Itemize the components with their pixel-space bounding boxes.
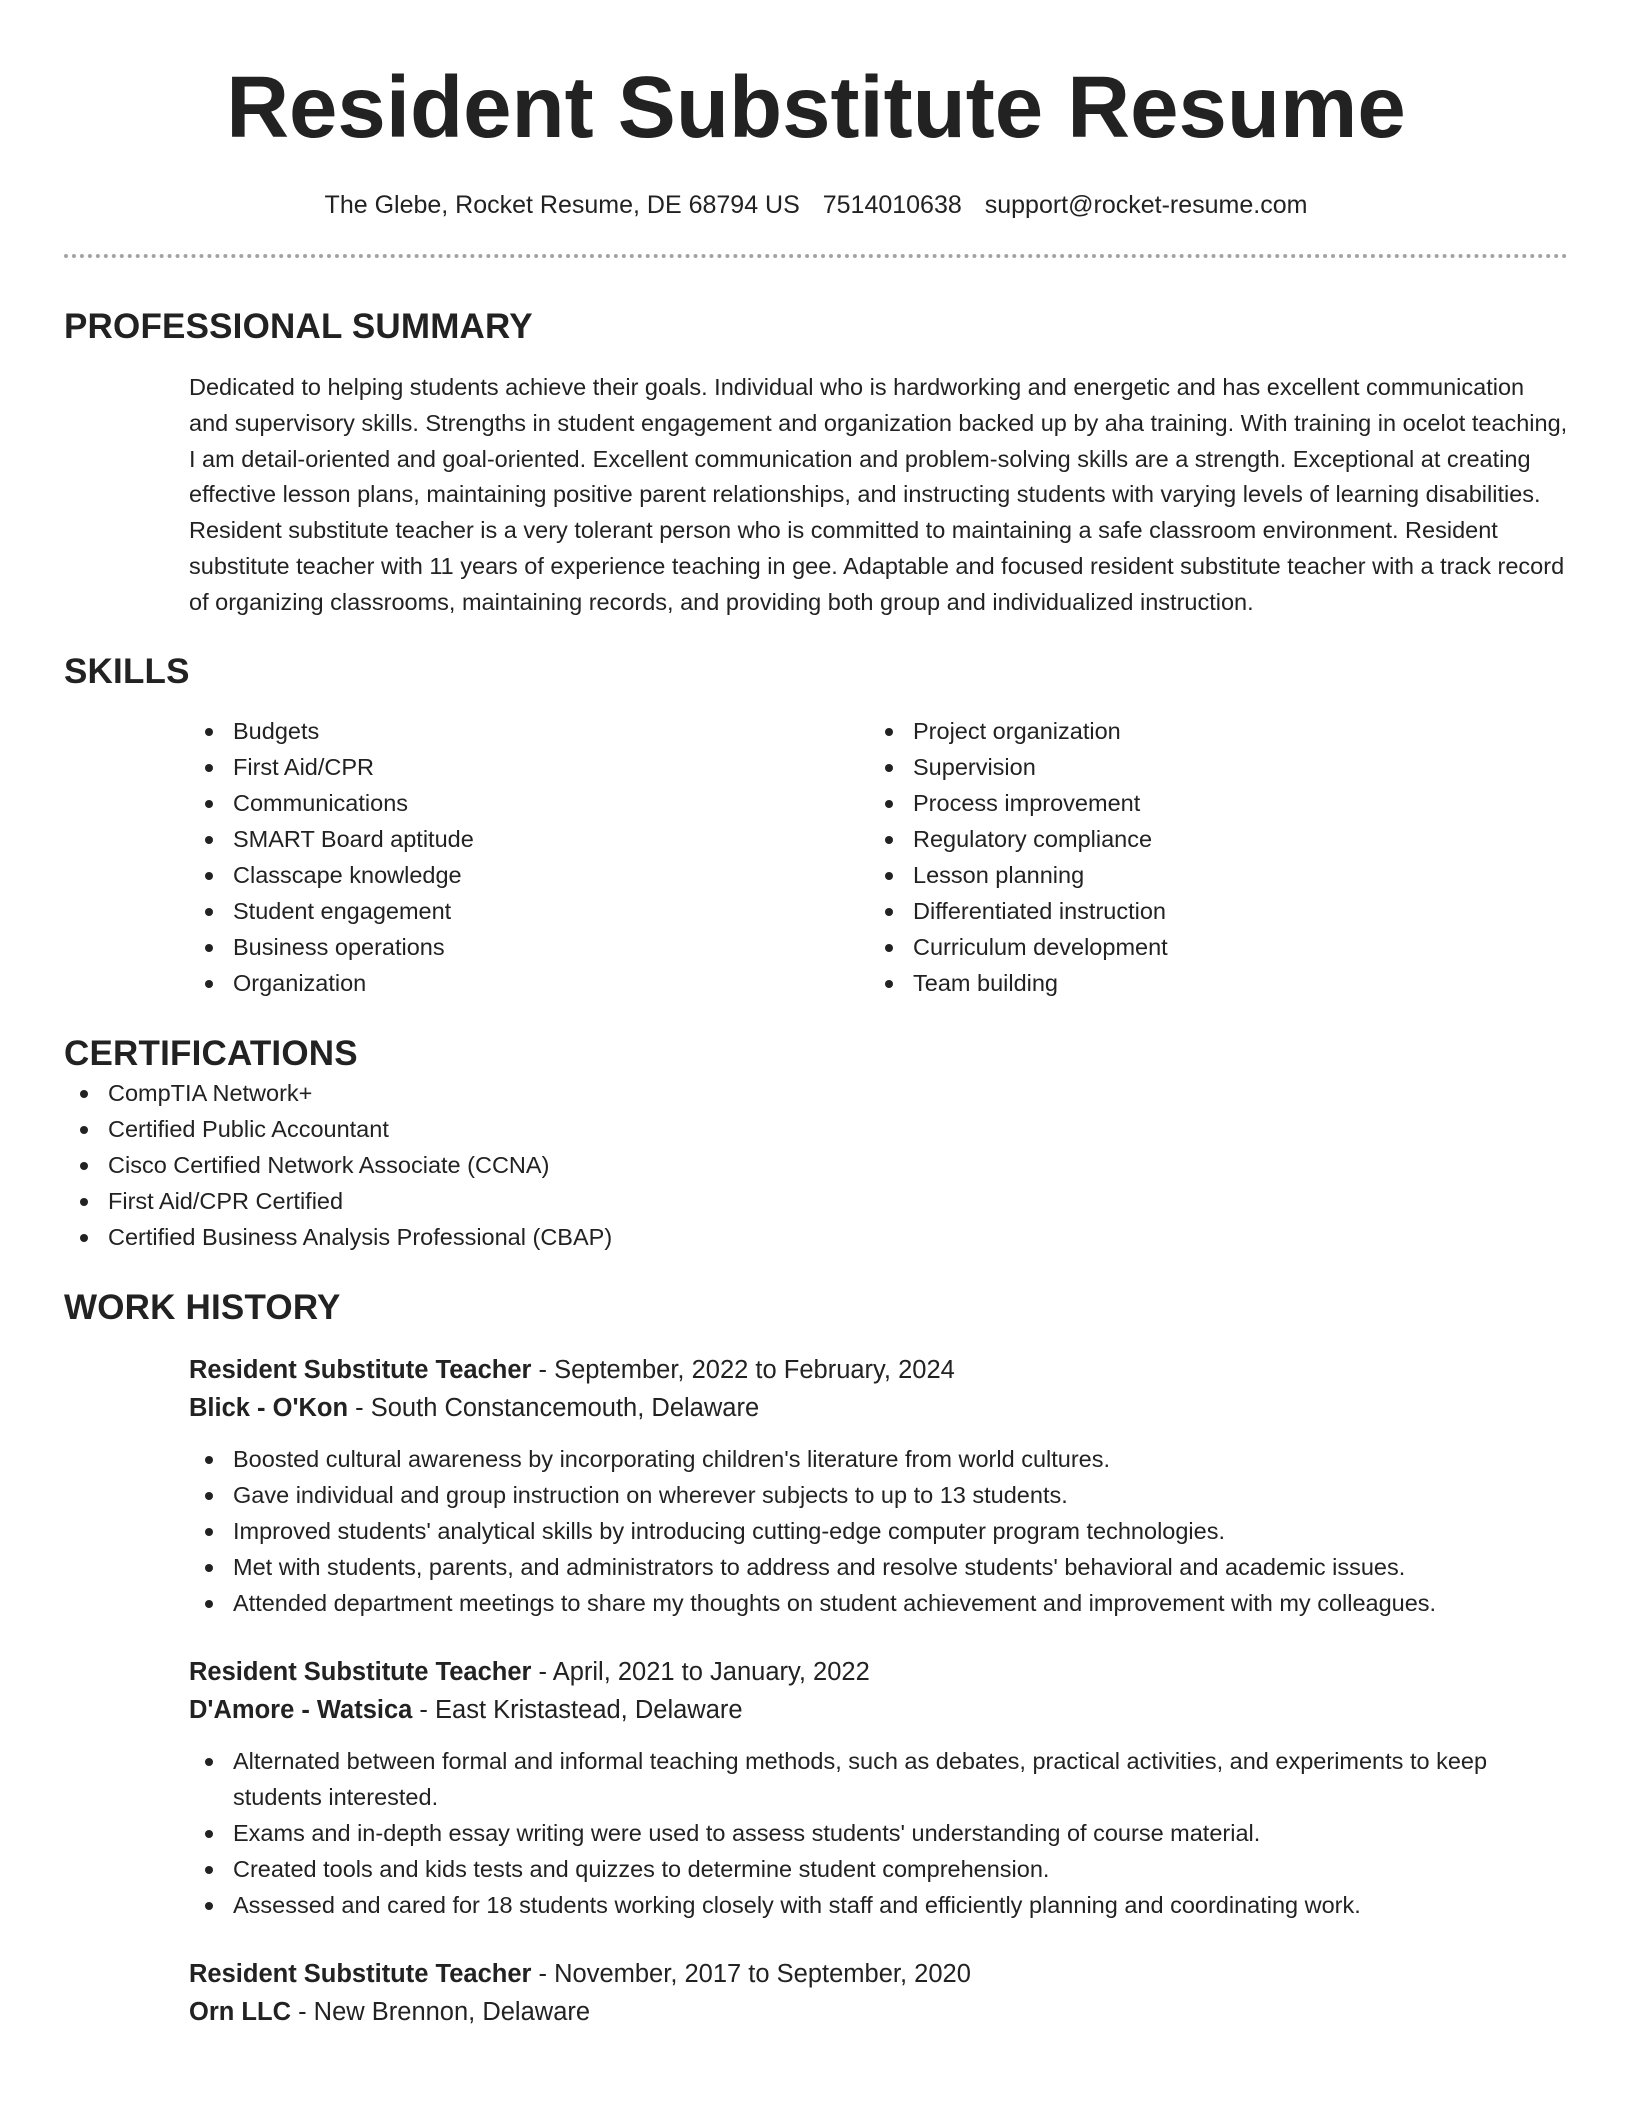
- work-history-section: [64, 1287, 1568, 2031]
- job-location: - New Brennon, Delaware: [291, 1997, 591, 2026]
- certification-item: Certified Business Analysis Professional (CBAP): [64, 1219, 1568, 1255]
- summary-heading: PROFESSIONAL SUMMARY: [64, 307, 533, 346]
- skills-section: [64, 651, 1568, 1001]
- summary-text: Dedicated to helping students achieve their goals. Individual who is hardworking and energetic and has excellent communication and supervisory skills. Strengths in student engagement and organization backed up by aha training. With training in ocelot teaching, I am detail-oriented and goal-oriented. Excellent communication and problem-solving skills are a strength. Exceptional at creating effective lesson plans, maintaining positive parent relationships, and instructing students with varying levels of learning disabilities. Resident substitute teacher is a very tolerant person who is committed to maintaining a safe classroom environment. Resident substitute teacher with 11 years of experience teaching in gee. Adaptable and focused resident substitute teacher with a track record of organizing classrooms, maintaining records, and providing both group and individualized instruction.: [189, 374, 1568, 615]
- job-company: Blick - O'Kon: [189, 1393, 349, 1422]
- job-title: Resident Substitute Teacher: [189, 1959, 532, 1988]
- job-dates: - April, 2021 to January, 2022: [531, 1657, 870, 1686]
- job-bullets: [189, 1743, 1568, 1923]
- skills-heading: SKILLS: [64, 651, 190, 691]
- skill-item: Business operations: [189, 929, 869, 965]
- job-bullet: Exams and in-depth essay writing were used to assess students' understanding of course material.: [189, 1815, 1568, 1851]
- skill-item: Classcape knowledge: [189, 857, 869, 893]
- job-title: Resident Substitute Teacher: [189, 1355, 532, 1384]
- job-bullet: Met with students, parents, and administrators to address and resolve students' behavioral and academic issues.: [189, 1549, 1568, 1585]
- job-bullet: Attended department meetings to share my thoughts on student achievement and improvement with my colleagues.: [189, 1585, 1568, 1621]
- skill-item: Budgets: [189, 713, 869, 749]
- skills-list-right: [869, 713, 1549, 1001]
- job-company-line: [189, 1389, 1568, 1427]
- summary-section: [64, 306, 1568, 621]
- certifications-section: [64, 1033, 1568, 1255]
- job-dates: - November, 2017 to September, 2020: [531, 1959, 971, 1988]
- skill-item: Team building: [869, 965, 1549, 1001]
- skill-item: Communications: [189, 785, 869, 821]
- job-company: D'Amore - Watsica: [189, 1695, 413, 1724]
- job-entry: [189, 1955, 1568, 2031]
- job-title-line: [189, 1653, 1568, 1691]
- job-title-line: [189, 1955, 1568, 1993]
- skill-item: Organization: [189, 965, 869, 1001]
- job-company: Orn LLC: [189, 1997, 291, 2026]
- job-title-line: [189, 1351, 1568, 1389]
- contact-address: The Glebe, Rocket Resume, DE 68794 US: [324, 191, 800, 219]
- certification-item: Certified Public Accountant: [64, 1111, 1568, 1147]
- job-bullet: Improved students' analytical skills by introducing cutting-edge computer program technologies.: [189, 1513, 1568, 1549]
- contact-line: [0, 190, 1632, 220]
- certification-item: CompTIA Network+: [64, 1075, 1568, 1111]
- contact-email: support@rocket-resume.com: [984, 191, 1308, 219]
- resume-title: Resident Substitute Resume: [226, 59, 1406, 156]
- job-bullet: Created tools and kids tests and quizzes to determine student comprehension.: [189, 1851, 1568, 1887]
- job-title: Resident Substitute Teacher: [189, 1657, 532, 1686]
- skills-list-left: [189, 713, 869, 1001]
- skill-item: Differentiated instruction: [869, 893, 1549, 929]
- skills-columns: [189, 713, 1568, 1001]
- job-dates: - September, 2022 to February, 2024: [531, 1355, 955, 1384]
- job-bullet: Alternated between formal and informal teaching methods, such as debates, practical activities, and experiments to keep students interested.: [189, 1743, 1568, 1815]
- skill-item: Student engagement: [189, 893, 869, 929]
- job-entry: [189, 1351, 1568, 1621]
- skill-item: SMART Board aptitude: [189, 821, 869, 857]
- job-company-line: [189, 1993, 1568, 2031]
- job-location: - East Kristastead, Delaware: [412, 1695, 743, 1724]
- certification-item: Cisco Certified Network Associate (CCNA): [64, 1147, 1568, 1183]
- skill-item: Curriculum development: [869, 929, 1549, 965]
- job-bullet: Assessed and cared for 18 students working closely with staff and efficiently planning and coordinating work.: [189, 1887, 1568, 1923]
- certifications-list: [64, 1075, 1568, 1255]
- work-history-heading: WORK HISTORY: [64, 1287, 341, 1327]
- header-divider: [64, 254, 1568, 258]
- job-location: - South Constancemouth, Delaware: [348, 1393, 760, 1422]
- job-entry: [189, 1653, 1568, 1923]
- job-bullets: [189, 1441, 1568, 1621]
- job-company-line: [189, 1691, 1568, 1729]
- skill-item: Project organization: [869, 713, 1549, 749]
- skill-item: First Aid/CPR: [189, 749, 869, 785]
- certifications-heading: CERTIFICATIONS: [64, 1033, 358, 1073]
- contact-phone: 7514010638: [822, 191, 962, 219]
- skill-item: Regulatory compliance: [869, 821, 1549, 857]
- skill-item: Process improvement: [869, 785, 1549, 821]
- job-bullet: Boosted cultural awareness by incorporating children's literature from world cultures.: [189, 1441, 1568, 1477]
- certification-item: First Aid/CPR Certified: [64, 1183, 1568, 1219]
- skill-item: Supervision: [869, 749, 1549, 785]
- skill-item: Lesson planning: [869, 857, 1549, 893]
- job-bullet: Gave individual and group instruction on wherever subjects to up to 13 students.: [189, 1477, 1568, 1513]
